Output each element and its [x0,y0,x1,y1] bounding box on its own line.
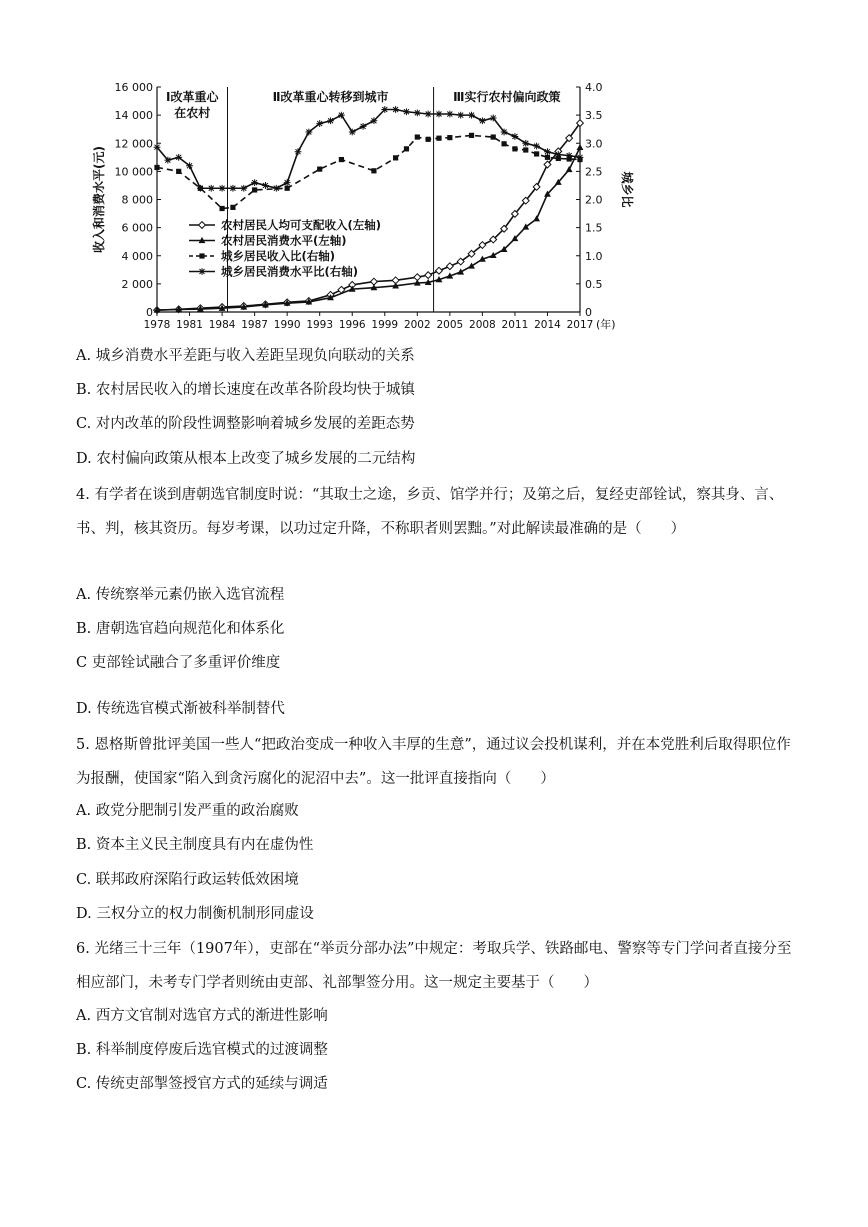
x-tick-label: 1981 [176,319,203,331]
series-4-point [544,148,551,155]
x-axis-unit: (年) [596,318,616,331]
series-4-point [392,106,399,113]
y-right-tick-label: 1.5 [585,221,603,235]
y-right-tick-label: 3.5 [585,109,603,123]
series-4-point [457,112,464,119]
y-left-tick-label: 0 [146,306,153,319]
series-4-point [251,179,258,186]
series-4-point [446,111,453,118]
series-3-point [285,186,290,191]
option-3b: B. 农村居民收入的增长速度在改革各阶段均快于城镇 [76,382,415,398]
series-1-point [446,263,453,270]
series-2-point [533,215,540,221]
series-4-point [566,152,573,159]
series-4-point [208,185,215,192]
series-3-point [512,146,517,151]
option-5d: D. 三权分立的权力制衡机制形同虚设 [76,906,314,922]
series-4-point [468,112,475,119]
y-left-tick-label: 16 000 [114,81,153,94]
series-3-point [426,137,431,142]
option-4d: D. 传统选官模式渐被科举制替代 [76,701,285,717]
series-4-point [262,182,269,189]
series-4-point [501,129,508,136]
y-left-tick-label: 12 000 [114,137,153,151]
phase-3-label: Ⅲ实行农村偏向政策 [453,90,561,104]
series-4-point [381,106,388,113]
legend-marker-4 [199,268,206,275]
legend-label-2: 农村居民消费水平(左轴) [221,233,347,248]
y-left-axis-title: 收入和消费水平(元) [92,146,106,253]
series-4-point [371,117,378,124]
x-tick-label: 2002 [403,319,431,331]
series-2-point [468,262,475,268]
series-3-point [436,136,441,141]
question-5-stem: 5. 恩格斯曾批评美国一些人“把政治变成一种收入丰厚的生意”，通过议会投机谋利，并在本党胜利后取得职位作为报酬，使国家“陷入到贪污腐化的泥沼中去”。这一批评直接指向（ ） [76,737,791,787]
series-3-point [154,165,159,170]
legend-marker-3 [199,253,204,258]
series-4-point [186,162,193,169]
series-4-point [230,185,237,192]
option-5b: B. 资本主义民主制度具有内在虚伪性 [76,837,314,853]
series-4-point [533,143,540,150]
series-3-point [415,134,420,139]
series-4-point [316,120,323,127]
series-4-point [327,117,334,124]
series-3-point [534,151,539,156]
option-5c: C. 联邦政府深陷行政运转低效困境 [76,872,299,888]
series-4-point [490,115,497,122]
x-tick-label: 2008 [469,319,496,331]
option-5a: A. 政党分肥制引发严重的政治腐败 [76,803,299,819]
series-3-point [501,141,506,146]
series-4-point [555,151,562,158]
y-left-tick-label: 8 000 [121,193,153,207]
x-tick-label: 1999 [371,319,399,331]
legend-label-1: 农村居民人均可支配收入(左轴) [221,218,382,232]
series-1-point [436,267,443,274]
option-6a: A. 西方文官制对选官方式的渐进性影响 [76,1008,328,1024]
series-1-point [371,278,378,285]
series-3-point [176,169,181,174]
phase-1-label: Ⅰ改革重心 [166,90,219,104]
x-tick-label: 2017 [566,319,594,331]
series-3-point [523,147,528,152]
phase-2-label: Ⅱ改革重心转移到城市 [272,90,389,104]
series-4-point [349,129,356,136]
series-4-point [175,154,182,161]
series-4-point [512,133,519,140]
question-6-stem: 6. 光绪三十三年（1907年），吏部在“举贡分部办法”中规定：考取兵学、铁路邮电、警察等专门学问者直接分至相应部门，未考专门学者则统由吏部、礼部掣签分用。这一规定主要基于（ ） [76,941,792,991]
series-4-point [436,111,443,118]
series-4-point [154,144,161,151]
series-4-point [284,179,291,186]
x-tick-label: 1990 [273,319,301,331]
y-left-tick-label: 4 000 [121,249,153,263]
y-right-tick-label: 2.0 [585,193,603,207]
series-4-point [360,123,367,130]
y-left-tick-label: 2 000 [121,277,153,291]
option-4c: C 吏部铨试融合了多重评价维度 [76,655,281,671]
y-right-tick-label: 4.0 [585,81,603,94]
x-tick-label: 1996 [338,319,366,331]
series-3-point [545,155,550,160]
series-2-point [566,166,573,172]
series-4-point [295,148,302,155]
series-4-point [164,157,171,164]
y-left-tick-label: 14 000 [114,109,153,123]
y-right-axis-title: 城乡比 [620,171,634,208]
series-4-point [479,117,486,124]
option-4a: A. 传统察举元素仍嵌入选官流程 [76,587,285,603]
legend-label-4: 城乡居民消费水平比(右轴) [221,264,359,279]
series-4-point [414,109,421,116]
legend-label-3: 城乡居民收入比(右轴) [221,249,336,263]
x-tick-label: 2014 [534,319,561,331]
x-tick-label: 2005 [436,319,464,331]
series-3-point [404,146,409,151]
question-4-stem: 4. 有学者在谈到唐朝选官制度时说：“其取士之途，乡贡、馆学并行；及第之后，复经吏部铨试，察其身、言、书、判，核其资历。每岁考课，以功过定升降，不称职者则罢黜。”对此解读最准确的是（ ） [76,487,784,537]
series-4-point [273,185,280,192]
series-4-point [338,112,345,119]
series-4-point [425,111,432,118]
legend-marker-1 [199,222,206,229]
option-6c: C. 传统吏部掣签授官方式的延续与调适 [76,1076,328,1092]
series-3-point [339,157,344,162]
x-tick-label: 1978 [143,319,171,331]
option-3c: C. 对内改革的阶段性调整影响着城乡发展的差距态势 [76,416,415,432]
y-right-tick-label: 3.0 [585,137,603,151]
y-right-tick-label: 2.5 [585,165,603,179]
series-4-point [219,185,226,192]
option-4b: B. 唐朝选官趋向规范化和体系化 [76,621,285,637]
series-4-point [403,108,410,115]
y-left-tick-label: 10 000 [114,165,153,179]
income-consumption-chart [92,75,635,337]
series-3-point [469,133,474,138]
series-4-point [577,154,584,161]
series-3-point [371,168,376,173]
option-3a: A. 城乡消费水平差距与收入差距呈现负向联动的关系 [76,348,415,364]
series-3-point [219,206,224,211]
series-4-point [522,140,529,147]
series-3-point [393,155,398,160]
x-tick-label: 1993 [306,319,334,331]
series-3-point [447,135,452,140]
series-4-point [197,185,204,192]
series-3-point [230,205,235,210]
x-tick-label: 1987 [241,319,268,331]
series-3-point [317,167,322,172]
y-left-tick-label: 6 000 [121,221,153,235]
series-1-point [425,272,432,279]
series-4-point [240,185,247,192]
y-right-tick-label: 1.0 [585,249,603,263]
x-tick-label: 2011 [501,319,529,331]
phase-1-label-line2: 在农村 [174,106,211,120]
y-right-tick-label: 0.5 [585,277,603,291]
series-4-point [305,129,312,136]
x-tick-label: 1984 [208,319,236,331]
series-2-point [577,144,584,150]
option-3d: D. 农村偏向政策从根本上改变了城乡发展的二元结构 [76,451,416,467]
option-6b: B. 科举制度停废后选官模式的过渡调整 [76,1042,328,1058]
y-right-tick-label: 0 [585,306,592,319]
series-3-point [252,187,257,192]
series-3-point [491,134,496,139]
